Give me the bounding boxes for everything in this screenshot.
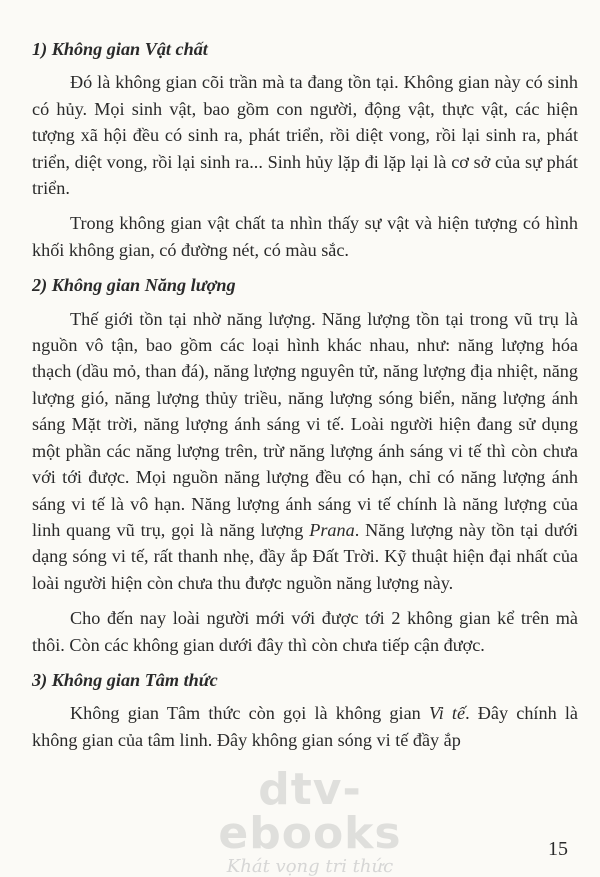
paragraph: Trong không gian vật chất ta nhìn thấy sự vật và hiện tượng có hình khối không gian, có đường nét, có màu sắc. [32,213,578,260]
watermark-tagline: Khát vọng tri thức [226,856,394,877]
paragraph [32,306,578,596]
paragraph-partial [32,700,578,753]
section-heading-1: 1) Không gian Vật chất [32,39,208,59]
page-number: 15 [548,838,568,860]
page-content [32,36,578,762]
section-heading-3: 3) Không gian Tâm thức [32,669,218,690]
partial-text-2: là không gian của tâm linh. Đây không gian sóng vi tế đầy ắp [32,703,579,750]
paragraph: Đó là không gian cõi trần mà ta đang tồn tại. Không gian này có sinh có hủy. Mọi sinh vật, bao gồm con người, động vật, thực vật, các hiện tượng xã hội đều có sinh ra, phát triển, rồi diệt vong, rồi lại sinh ra, phát triển, diệt vong, rồi lại sinh ra... Sinh hủy lặp đi lặp lại là cơ sở của sự phát triển. [32,72,578,199]
italic-term: Prana [309,519,355,540]
paragraph: Cho đến nay loài người mới với được tới 2 không gian kể trên mà thôi. Còn các không gian dưới đây thì còn chưa tiếp cận được. [32,608,578,655]
section-heading-2: 2) Không gian Năng lượng [32,275,236,296]
paragraph-text-continued: . Năng lượng này tồn tại dưới dạng sóng vi tế, rất thanh nhẹ, đầy ắp Đất Trời. Kỹ thuật hiện đại nhất của loài người hiện còn chưa thu được nguồn năng lượng này. [32,519,578,593]
watermark-logo: dtv-ebooks [218,764,402,859]
watermark [170,764,450,877]
partial-text-end: . Đây chính [465,703,557,724]
italic-term: Vi tế [428,703,466,724]
partial-text: Không gian Tâm thức còn gọi là không gian [70,703,421,724]
paragraph-text: Thế giới tồn tại nhờ năng lượng. Năng lượng tồn tại trong vũ trụ là nguồn vô tận, bao gồm các loại hình khác nhau, như: năng lượng hóa thạch (dầu mỏ, than đá), năng lượng nguyên tử, năng lượng địa nhiệt, năng lượng gió, năng lượng thủy triều, năng lượng sóng biển, năng lượng ánh sáng Mặt trời, năng lượng ánh sáng vi tế. Loài người hiện đang sử dụng một phần các năng lượng trên, trừ năng lượng ánh sáng vi tế thì còn chưa với tới được. Mọi nguồn năng lượng đều có hạn, chỉ có năng lượng ánh sáng vi tế là vô hạn. Năng lượng ánh sáng vi tế chính là năng lượng của linh quang vũ trụ, gọi là năng lượng [32,308,578,540]
